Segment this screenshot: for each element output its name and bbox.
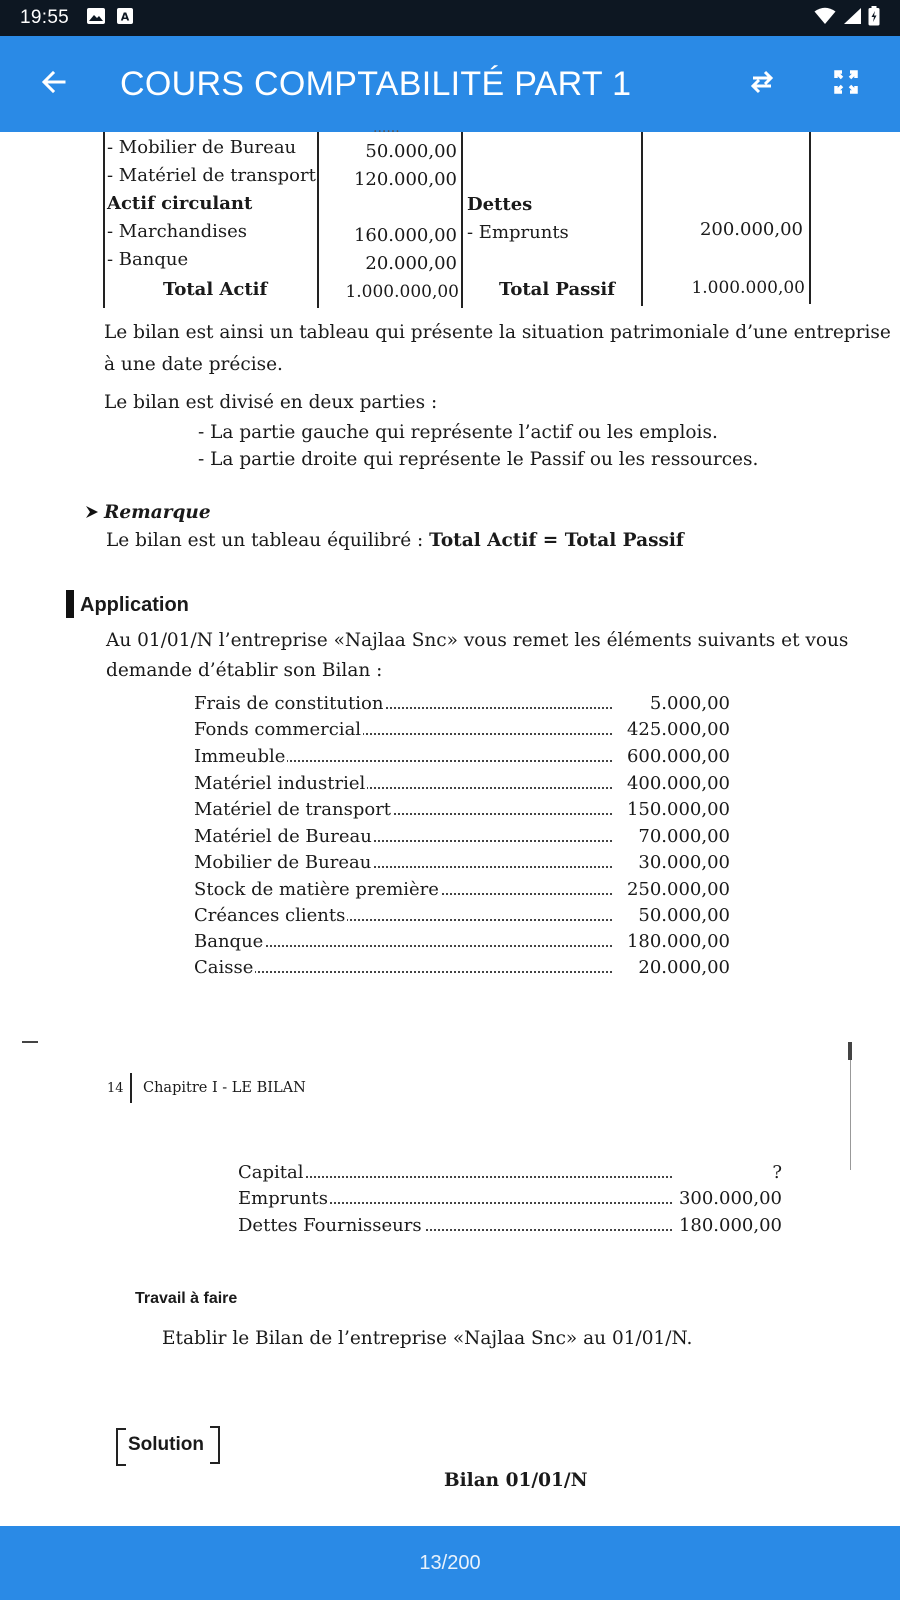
swap-arrows-icon bbox=[749, 69, 775, 100]
table-line bbox=[103, 132, 105, 308]
total-actif-label: Total Actif bbox=[163, 279, 268, 300]
item-label: Créances clients bbox=[194, 905, 346, 926]
list-item bbox=[194, 746, 730, 772]
scan-edge-mark bbox=[22, 1041, 38, 1043]
table-line bbox=[809, 132, 811, 304]
heading-bar bbox=[66, 590, 74, 618]
item-value: 20.000,00 bbox=[638, 957, 730, 978]
list-item bbox=[238, 1162, 782, 1188]
app-bar bbox=[0, 36, 900, 132]
battery-icon bbox=[868, 6, 880, 31]
swap-orientation-button[interactable] bbox=[734, 56, 790, 112]
remark-text bbox=[106, 526, 684, 556]
arrow-left-icon bbox=[40, 68, 68, 101]
table-line bbox=[641, 132, 643, 306]
item-value: 250.000,00 bbox=[626, 879, 730, 900]
item-label: Capital bbox=[238, 1162, 304, 1183]
list-item bbox=[194, 879, 730, 905]
table-row-label: - Emprunts bbox=[467, 222, 569, 243]
image-notification-icon bbox=[87, 8, 105, 29]
item-value: 600.000,00 bbox=[626, 746, 730, 767]
remark-arrow-icon bbox=[84, 504, 100, 525]
application-title: Application bbox=[80, 594, 189, 616]
table-row-label: - Banque bbox=[107, 249, 189, 270]
item-value: 70.000,00 bbox=[638, 826, 730, 847]
item-value: 50.000,00 bbox=[638, 905, 730, 926]
fullscreen-button[interactable] bbox=[818, 56, 874, 112]
page-indicator: 13/200 bbox=[419, 1551, 481, 1574]
notification-icons bbox=[87, 8, 133, 29]
table-section-label: Actif circulant bbox=[107, 193, 253, 214]
total-actif-value: 1.000.000,00 bbox=[345, 282, 459, 302]
item-label: Fonds commercial bbox=[194, 719, 362, 740]
status-time: 19:55 bbox=[20, 7, 70, 28]
table-row-value: 50.000,00 bbox=[365, 141, 457, 162]
bilan-parts-intro: Le bilan est divisé en deux parties : bbox=[104, 392, 438, 413]
item-label: Matériel de transport bbox=[194, 799, 392, 820]
application-line2: demande d’établir son Bilan : bbox=[106, 660, 383, 681]
back-button[interactable] bbox=[26, 56, 82, 112]
list-item bbox=[238, 1188, 782, 1214]
app-title: COURS COMPTABILITÉ PART 1 bbox=[120, 64, 632, 103]
bilan-definition-line1: Le bilan est ainsi un tableau qui présente la situation patrimoniale d’une entreprise bbox=[104, 322, 891, 343]
table-row-value: 20.000,00 bbox=[365, 253, 457, 274]
cut-off-value: ...... bbox=[373, 120, 400, 136]
bullet-right-part: - La partie droite qui représente le Passif ou les ressources. bbox=[198, 449, 759, 470]
item-value: 425.000,00 bbox=[626, 719, 730, 740]
remark-text-bold: Total Actif = Total Passif bbox=[429, 530, 684, 551]
wifi-icon bbox=[814, 7, 836, 30]
list-item bbox=[194, 905, 730, 931]
table-section-label: Dettes bbox=[467, 194, 533, 215]
list-item bbox=[238, 1215, 782, 1241]
item-value: ? bbox=[772, 1162, 782, 1183]
item-label: Banque bbox=[194, 931, 264, 952]
item-label: Immeuble bbox=[194, 746, 286, 767]
work-title: Travail à faire bbox=[135, 1290, 238, 1307]
solution-label: Solution bbox=[128, 1434, 204, 1455]
list-item bbox=[194, 693, 730, 719]
chapter-divider bbox=[130, 1073, 132, 1103]
system-icons bbox=[814, 6, 880, 31]
item-label: Mobilier de Bureau bbox=[194, 852, 372, 873]
remark-text-plain: Le bilan est un tableau équilibré : bbox=[106, 530, 430, 551]
page-number: 14 bbox=[107, 1081, 124, 1096]
list-item bbox=[194, 719, 730, 745]
table-line bbox=[461, 132, 463, 308]
signal-icon bbox=[842, 7, 862, 30]
scan-edge-mark bbox=[848, 1042, 852, 1060]
item-value: 180.000,00 bbox=[678, 1215, 782, 1236]
table-row-label: - Marchandises bbox=[107, 221, 247, 242]
item-label: Matériel industriel bbox=[194, 773, 366, 794]
table-row-value: 200.000,00 bbox=[699, 219, 803, 240]
remark-title: Remarque bbox=[104, 502, 211, 523]
item-label: Caisse bbox=[194, 957, 254, 978]
item-value: 30.000,00 bbox=[638, 852, 730, 873]
chapter-title: Chapitre I - LE BILAN bbox=[143, 1080, 306, 1096]
item-value: 180.000,00 bbox=[626, 931, 730, 952]
item-label: Dettes Fournisseurs bbox=[238, 1215, 422, 1236]
fullscreen-icon bbox=[834, 70, 858, 99]
table-row-value: 160.000,00 bbox=[353, 225, 457, 246]
text-notification-icon bbox=[117, 8, 133, 29]
scan-edge-mark bbox=[850, 1060, 851, 1170]
table-row-label: - Matériel de transport bbox=[107, 165, 316, 186]
item-label: Frais de constitution bbox=[194, 693, 384, 714]
list-item bbox=[194, 931, 730, 957]
application-line1: Au 01/01/N l’entreprise «Najlaa Snc» vous remet les éléments suivants et vous bbox=[106, 630, 849, 651]
table-row-label: - Mobilier de Bureau bbox=[107, 137, 297, 158]
status-bar bbox=[0, 0, 900, 36]
solution-bracket bbox=[210, 1426, 220, 1464]
document-viewer[interactable] bbox=[0, 120, 900, 1526]
item-value: 5.000,00 bbox=[649, 693, 730, 714]
bullet-left-part: - La partie gauche qui représente l’actif ou les emplois. bbox=[198, 422, 718, 443]
list-item bbox=[194, 957, 730, 983]
list-item bbox=[194, 773, 730, 799]
list-item bbox=[194, 852, 730, 878]
item-label: Matériel de Bureau bbox=[194, 826, 372, 847]
svg-text:A: A bbox=[120, 10, 130, 23]
table-row-value: 120.000,00 bbox=[353, 169, 457, 190]
list-item bbox=[194, 826, 730, 852]
bilan-definition-line2: à une date précise. bbox=[104, 354, 283, 375]
table-line bbox=[317, 132, 319, 308]
item-value: 300.000,00 bbox=[678, 1188, 782, 1209]
total-passif-value: 1.000.000,00 bbox=[691, 278, 805, 298]
balance-sheet-table bbox=[103, 120, 811, 308]
total-passif-label: Total Passif bbox=[499, 279, 615, 300]
list-item bbox=[194, 799, 730, 825]
work-text: Etablir le Bilan de l’entreprise «Najlaa Snc» au 01/01/N. bbox=[162, 1328, 693, 1349]
bottom-bar bbox=[0, 1526, 900, 1600]
item-label: Emprunts bbox=[238, 1188, 328, 1209]
bilan-caption: Bilan 01/01/N bbox=[444, 1470, 588, 1491]
item-value: 400.000,00 bbox=[626, 773, 730, 794]
item-value: 150.000,00 bbox=[626, 799, 730, 820]
item-label: Stock de matière première bbox=[194, 879, 439, 900]
